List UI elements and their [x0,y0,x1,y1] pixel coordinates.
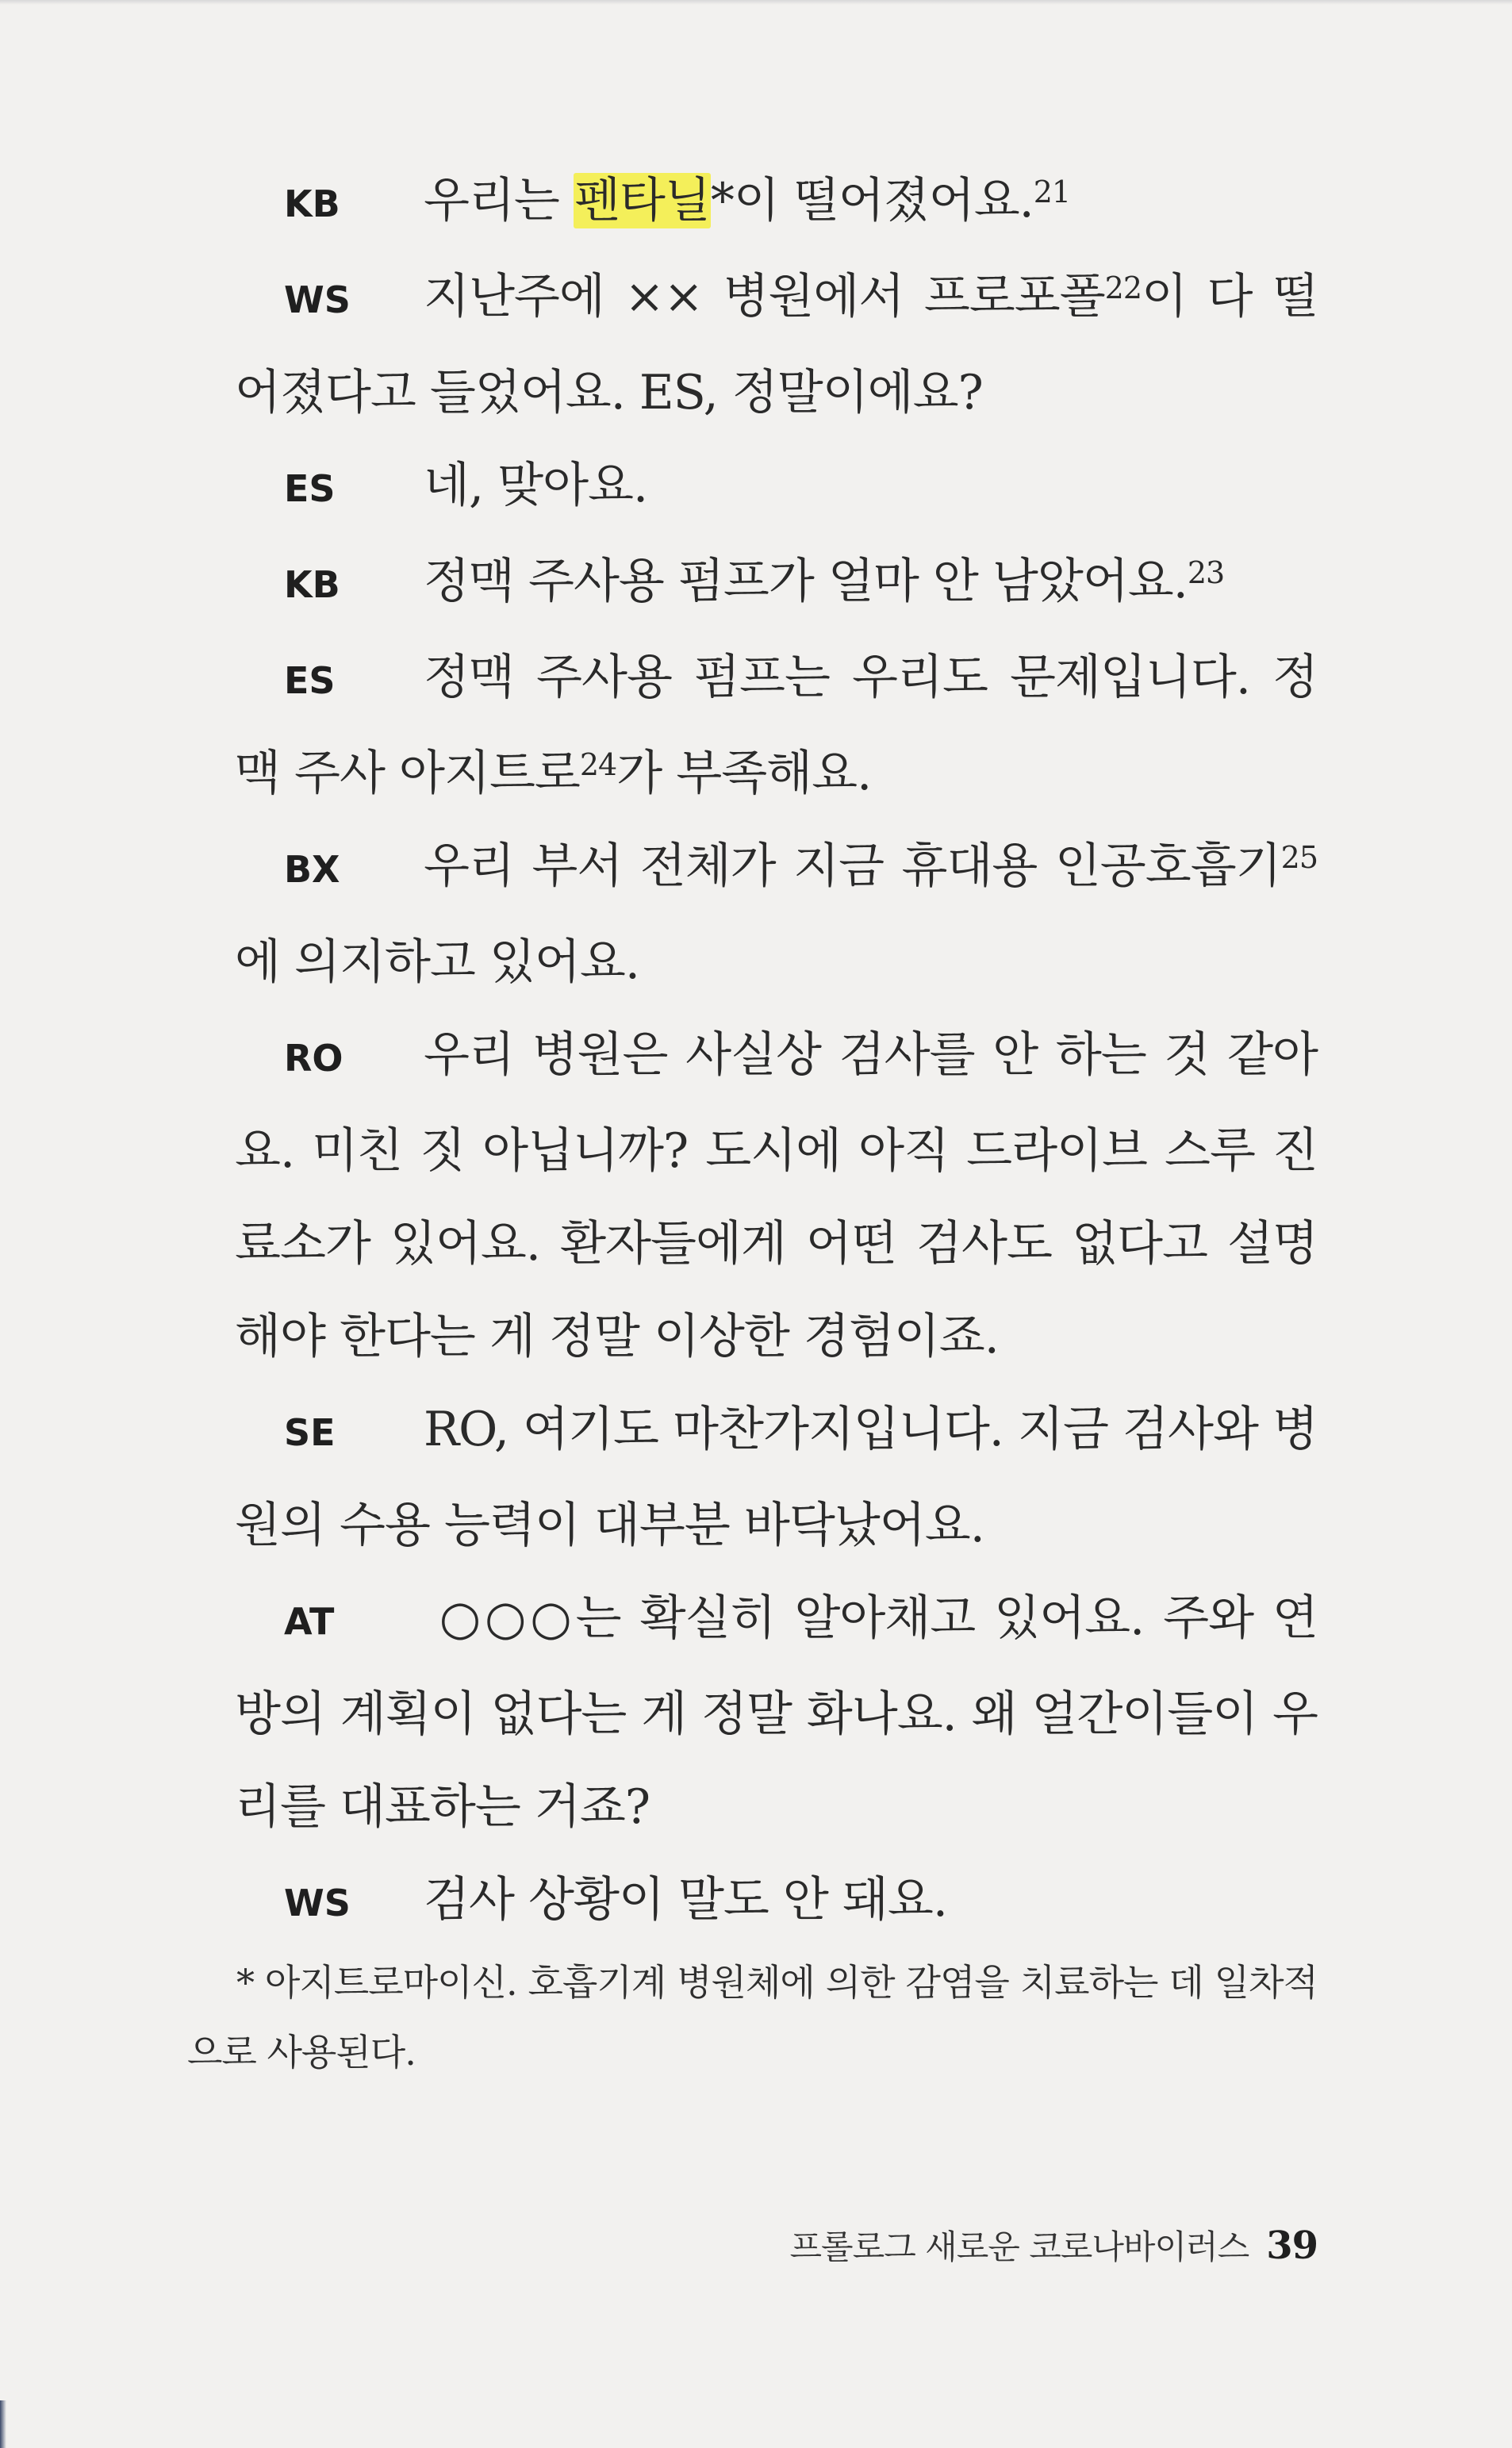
speaker-label: ES [284,467,336,510]
endnote-ref: 22 [1104,271,1142,305]
speaker-label: RO [284,1037,343,1080]
speaker-label: KB [284,563,340,606]
dialogue-line [235,439,1318,535]
endnote-ref: 21 [1033,175,1071,209]
footnote-text: * 아지트로마이신. 호흡기계 병원체에 의한 감염을 치료하는 데 일차적으로 사용된다. [187,1961,1318,2074]
dialogue-line [235,535,1318,631]
line-text: 가 부족해요. [616,746,872,801]
dialogue-line [235,251,1318,439]
line-text: 네, 맞아요. [424,458,648,513]
dialogue-line [235,1854,1318,1950]
dialogue-line [235,1572,1318,1854]
line-text: 검사 상황이 말도 안 돼요. [424,1872,947,1928]
line-text: 우리는 [424,173,574,228]
speaker-label: AT [284,1600,335,1643]
line-text: *이 떨어졌어요. [710,173,1034,228]
line-text: ○○○는 확실히 알아채고 있어요. 주와 연방의 계획이 없다는 게 정말 화나요. 왜 얼간이들이 우리를 대표하는 거죠? [235,1590,1318,1835]
speaker-label: BX [284,848,340,891]
endnote-ref: 25 [1280,840,1318,875]
line-text: 우리 병원은 사실상 검사를 안 하는 것 같아요. 미친 짓 아닙니까? 도시에 아직 드라이브 스루 진료소가 있어요. 환자들에게 어떤 검사도 없다고 설명해야 한다는 게 정말 이상한 경험이죠. [235,1027,1318,1364]
speaker-label: WS [284,1882,351,1924]
line-text: 우리 부서 전체가 지금 휴대용 인공호흡기 [424,838,1281,894]
speaker-label: WS [284,278,351,321]
line-text: 정맥 주사용 펌프는 우리도 문제입니다. 정맥 주사 아지트로 [235,650,1318,801]
dialogue-line [235,631,1318,820]
page-top-edge [0,0,1512,5]
endnote-ref: 24 [579,747,617,782]
line-text: 이 다 떨어졌다고 들었어요. ES, 정말이에요? [235,269,1318,420]
page-left-edge [0,2400,6,2448]
line-text: 에 의지하고 있어요. [235,934,639,990]
page-number: 39 [1266,2224,1318,2268]
line-text: 정맥 주사용 펌프가 얼마 안 남았어요. [424,554,1188,609]
speaker-label: ES [284,659,336,702]
endnote-ref: 23 [1187,555,1225,590]
dialogue-line [235,155,1318,251]
dialogue-line [235,1009,1318,1383]
dialogue-line [235,820,1318,1009]
footnote [187,1947,1318,2087]
speaker-label: SE [284,1411,336,1454]
dialogue-body [235,155,1318,1950]
dialogue-line [235,1383,1318,1572]
speaker-label: KB [284,182,340,225]
running-footer [789,2221,1318,2269]
running-title: 프롤로그 새로운 코로나바이러스 [789,2227,1249,2266]
highlighted-term: 펜타닐 [574,173,710,228]
line-text: 지난주에 ×× 병원에서 프로포폴 [424,269,1105,324]
line-text: RO, 여기도 마찬가지입니다. 지금 검사와 병원의 수용 능력이 대부분 바닥났어요. [235,1402,1318,1553]
